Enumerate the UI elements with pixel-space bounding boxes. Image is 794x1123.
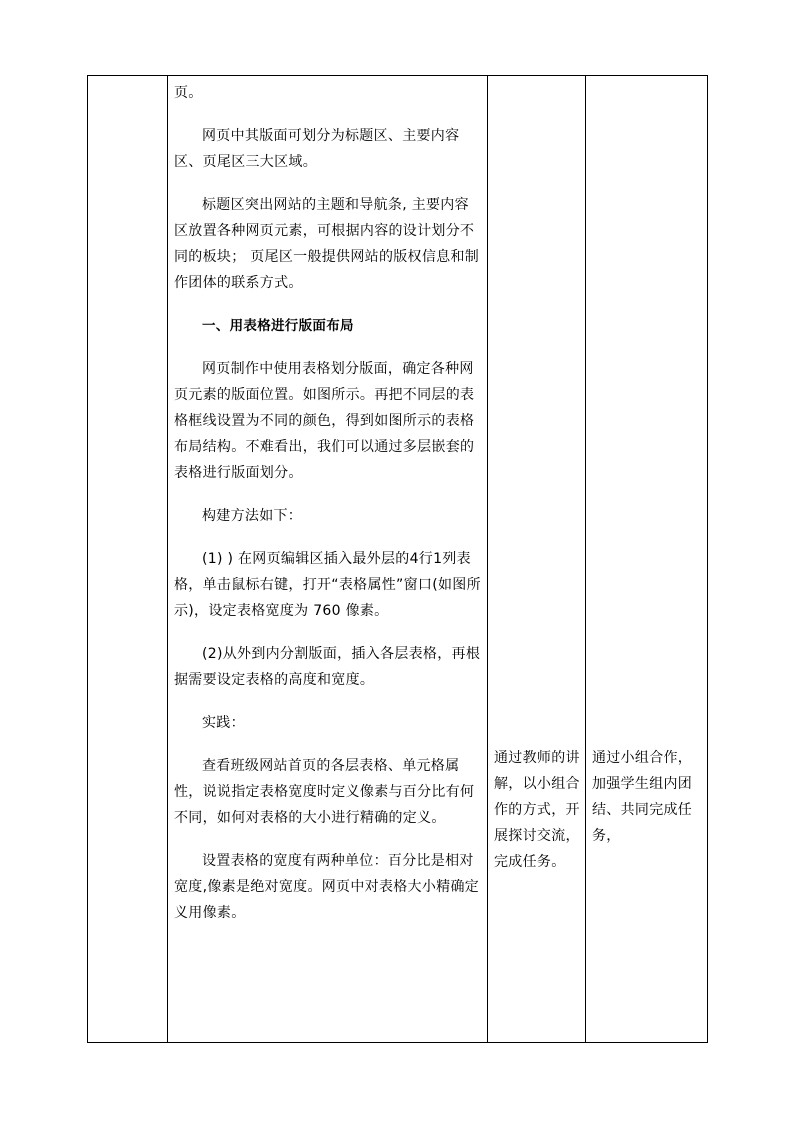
content-body [168,76,487,926]
empty-cell [88,76,168,1043]
paragraph: 构建方法如下： [202,508,303,524]
lesson-table [87,75,708,1043]
paragraph: 标题区突出网站的主题和导航条, 主要内容区放置各种网页元素，可根据内容的设计划分不同的板块； 页尾区一般提供网站的版权信息和制作团体的联系方式。 [174,197,480,291]
paragraph: 页。 [174,85,203,101]
paragraph: 设置表格的宽度有两种单位：百分比是相对宽度,像素是绝对宽度。网页中对表格大小精确定义用像素。 [174,853,480,921]
teacher-activity-text: 通过教师的讲解，以小组合作的方式，开展探讨交流，完成任务。 [494,750,580,870]
section-heading: 一、用表格进行版面布局 [202,318,354,334]
paragraph: (1) ) 在网页编辑区插入最外层的4行1列表格，单击鼠标右键，打开“表格属性”窗口(如图所示)，设定表格宽度为 760 像素。 [174,551,481,619]
paragraph: (2)从外到内分割版面，插入各层表格，再根据需要设定表格的高度和宽度。 [174,646,481,688]
paragraph: 网页制作中使用表格划分版面，确定各种网页元素的版面位置。如图所示。再把不同层的表格框线设置为不同的颜色，得到如图所示的表格布局结构。不难看出，我们可以通过多层嵌套的表格进行版面划分。 [174,361,475,481]
paragraph: 网页中其版面可划分为标题区、主要内容区、页尾区三大区域。 [174,128,460,170]
paragraph: 查看班级网站首页的各层表格、单元格属性，说说指定表格宽度时定义像素与百分比有何不同，如何对表格的大小进行精确的定义。 [174,758,475,826]
table-row [88,76,708,1043]
design-intent-text: 通过小组合作，加强学生组内团结、共同完成任务， [592,750,693,844]
design-intent-cell [586,76,708,1043]
paragraph: 实践： [202,715,245,731]
teacher-activity-cell [488,76,586,1043]
content-cell [168,76,488,1043]
